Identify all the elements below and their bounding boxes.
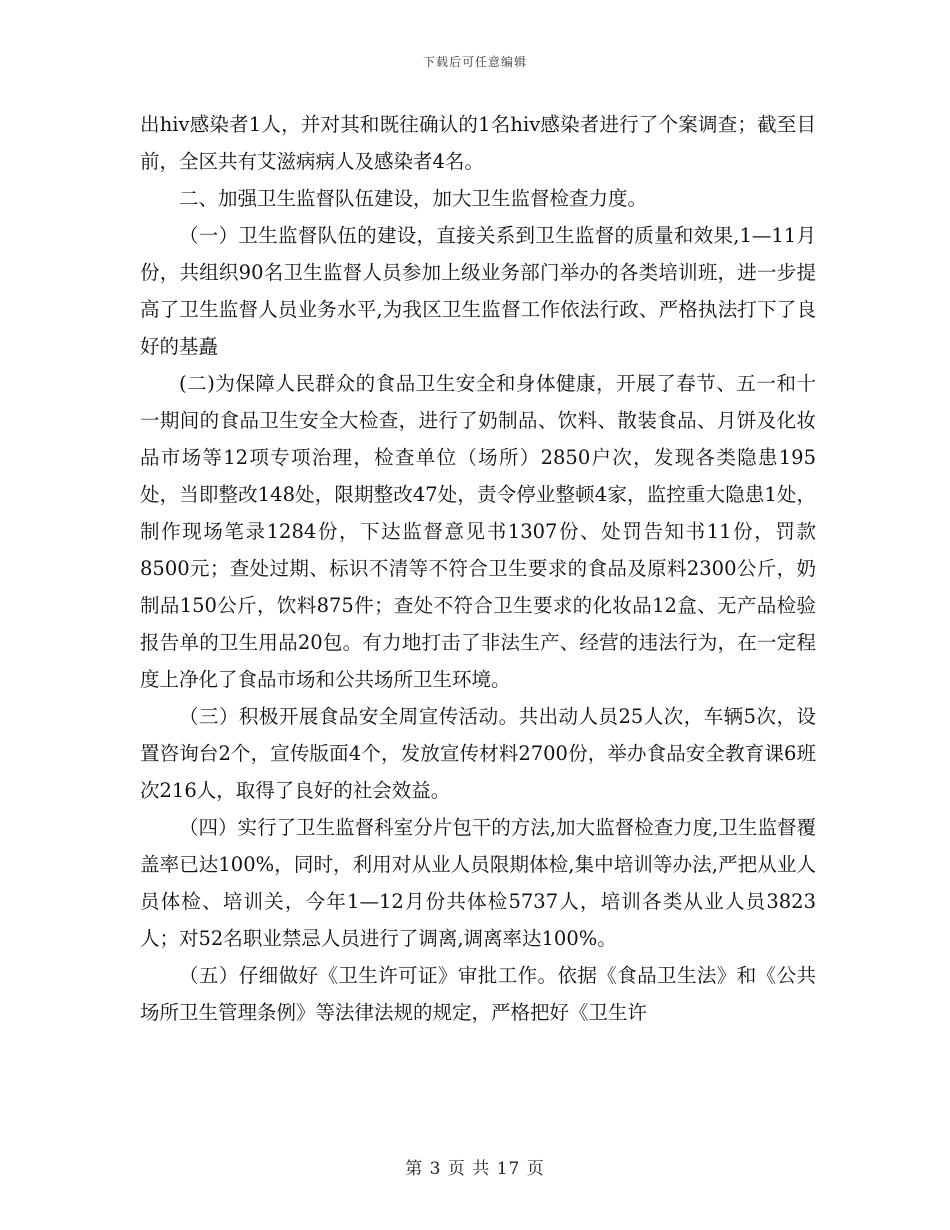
section-heading: 二、加强卫生监督队伍建设，加大卫生监督检查力度。 (179, 187, 648, 210)
paragraph-continuation: 出hiv感染者1人，并对其和既往确认的1名hiv感染者进行了个案调查；截至目前，全区共有艾滋病病人及感染者4名。 (140, 113, 816, 173)
paragraph-2: (二)为保障人民群众的食品卫生安全和身体健康，开展了春节、五一和十一期间的食品卫生安全大检查，进行了奶制品、饮料、散装食品、月饼及化妆品市场等12项专项治理，检查单位（场所）2850户次，发现各类隐患195处，当即整改148处，限期整改47处，责令停业整顿4家，监控重大隐患1处，制作现场笔录1284份，下达监督意见书1307份、处罚告知书11份，罚款8500元；查处过期、标识不清等不符合卫生要求的食品及原料2300公斤，奶制品150公斤，饮料875件；查处不符合卫生要求的化妆品12盒、无产品检验报告单的卫生用品20包。有力地打击了非法生产、经营的违法行为，在一定程度上净化了食品市场和公共场所卫生环境。 (140, 372, 816, 691)
page-header: 下载后可任意编辑 (422, 55, 527, 69)
paragraph-3: （三）积极开展食品安全周宣传活动。共出动人员25人次，车辆5次，设置咨询台2个，宣传版面4个，发放宣传材料2700份，举办食品安全教育课6班次216人，取得了良好的社会效益。 (140, 705, 816, 802)
page-footer: 第 3 页 共 17 页 (405, 1159, 545, 1179)
paragraph-4: （四）实行了卫生监督科室分片包干的方法,加大监督检查力度,卫生监督覆盖率已达100%，同时，利用对从业人员限期体检,集中培训等办法,严把从业人员体检、培训关，今年1—12月份共体检5737人，培训各类从业人员3823人；对52名职业禁忌人员进行了调离,调离率达100%。 (140, 816, 816, 950)
paragraph-5: （五）仔细做好《卫生许可证》审批工作。依据《食品卫生法》和《公共场所卫生管理条例》等法律法规的规定，严格把好《卫生许 (140, 964, 816, 1024)
paragraph-1: （一）卫生监督队伍的建设，直接关系到卫生监督的质量和效果,1—11月份，共组织90名卫生监督人员参加上级业务部门举办的各类培训班，进一步提高了卫生监督人员业务水平,为我区卫生监督工作依法行政、严格执法打下了良好的基矗 (140, 224, 816, 358)
document-body (140, 106, 816, 1031)
